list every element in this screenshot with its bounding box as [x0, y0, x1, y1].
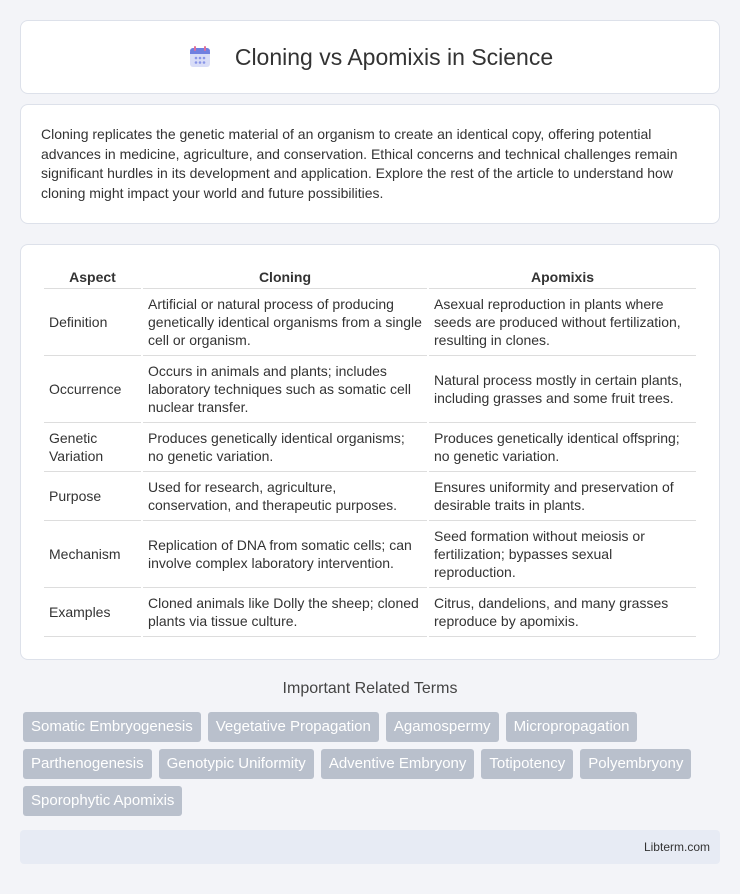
table-row — [44, 289, 696, 356]
table-row — [44, 521, 696, 588]
term-tag[interactable]: Vegetative Propagation — [208, 712, 379, 742]
comparison-card — [20, 244, 720, 660]
apomixis-cell: Seed formation without meiosis or fertilization; bypasses sexual reproduction. — [429, 521, 696, 588]
cloning-cell: Occurs in animals and plants; includes laboratory techniques such as somatic cell nuclear transfer. — [143, 356, 427, 423]
cloning-cell: Produces genetically identical organisms; no genetic variation. — [143, 423, 427, 472]
aspect-cell: Examples — [44, 588, 141, 637]
footer — [20, 830, 720, 864]
apomixis-cell: Ensures uniformity and preservation of desirable traits in plants. — [429, 472, 696, 521]
aspect-cell: Occurrence — [44, 356, 141, 423]
cloning-cell: Used for research, agriculture, conservation, and therapeutic purposes. — [143, 472, 427, 521]
apomixis-cell: Citrus, dandelions, and many grasses reproduce by apomixis. — [429, 588, 696, 637]
apomixis-cell: Asexual reproduction in plants where seeds are produced without fertilization, resulting in clones. — [429, 289, 696, 356]
aspect-cell: Definition — [44, 289, 141, 356]
term-tag[interactable]: Somatic Embryogenesis — [23, 712, 201, 742]
aspect-cell: Purpose — [44, 472, 141, 521]
term-tag[interactable]: Polyembryony — [580, 749, 691, 779]
table-row — [44, 423, 696, 472]
aspect-cell: Mechanism — [44, 521, 141, 588]
calendar-icon — [187, 44, 213, 70]
apomixis-cell: Natural process mostly in certain plants, including grasses and some fruit trees. — [429, 356, 696, 423]
related-terms-list — [23, 712, 723, 816]
aspect-cell: Genetic Variation — [44, 423, 141, 472]
term-tag[interactable]: Totipotency — [481, 749, 573, 779]
term-tag[interactable]: Parthenogenesis — [23, 749, 152, 779]
apomixis-cell: Produces genetically identical offspring; no genetic variation. — [429, 423, 696, 472]
cloning-cell: Cloned animals like Dolly the sheep; cloned plants via tissue culture. — [143, 588, 427, 637]
term-tag[interactable]: Sporophytic Apomixis — [23, 786, 182, 816]
intro-text: Cloning replicates the genetic material of an organism to create an identical copy, offering potential advances in medicine, agriculture, and conservation. Ethical concerns and technical challenges remain significant hurdles in its development and application. Explore the rest of the article to understand how cloning might impact your world and future possibilities. — [41, 126, 678, 201]
term-tag[interactable]: Genotypic Uniformity — [159, 749, 314, 779]
term-tag[interactable]: Agamospermy — [386, 712, 499, 742]
related-terms-title: Important Related Terms — [282, 680, 458, 697]
intro-card — [20, 104, 720, 224]
table-row — [44, 588, 696, 637]
header-apomixis: Apomixis — [429, 265, 696, 289]
header-card — [20, 20, 720, 94]
table-row — [44, 472, 696, 521]
table-row — [44, 356, 696, 423]
term-tag[interactable]: Adventive Embryony — [321, 749, 475, 779]
table-header-row — [44, 265, 696, 289]
cloning-cell: Replication of DNA from somatic cells; can involve complex laboratory intervention. — [143, 521, 427, 588]
comparison-table — [42, 265, 698, 637]
cloning-cell: Artificial or natural process of producing genetically identical organisms from a single cell or organism. — [143, 289, 427, 356]
page-title: Cloning vs Apomixis in Science — [234, 43, 554, 70]
header-cloning: Cloning — [143, 265, 427, 289]
term-tag[interactable]: Micropropagation — [506, 712, 638, 742]
footer-link[interactable]: Libterm.com — [643, 840, 710, 854]
header-aspect: Aspect — [44, 265, 141, 289]
